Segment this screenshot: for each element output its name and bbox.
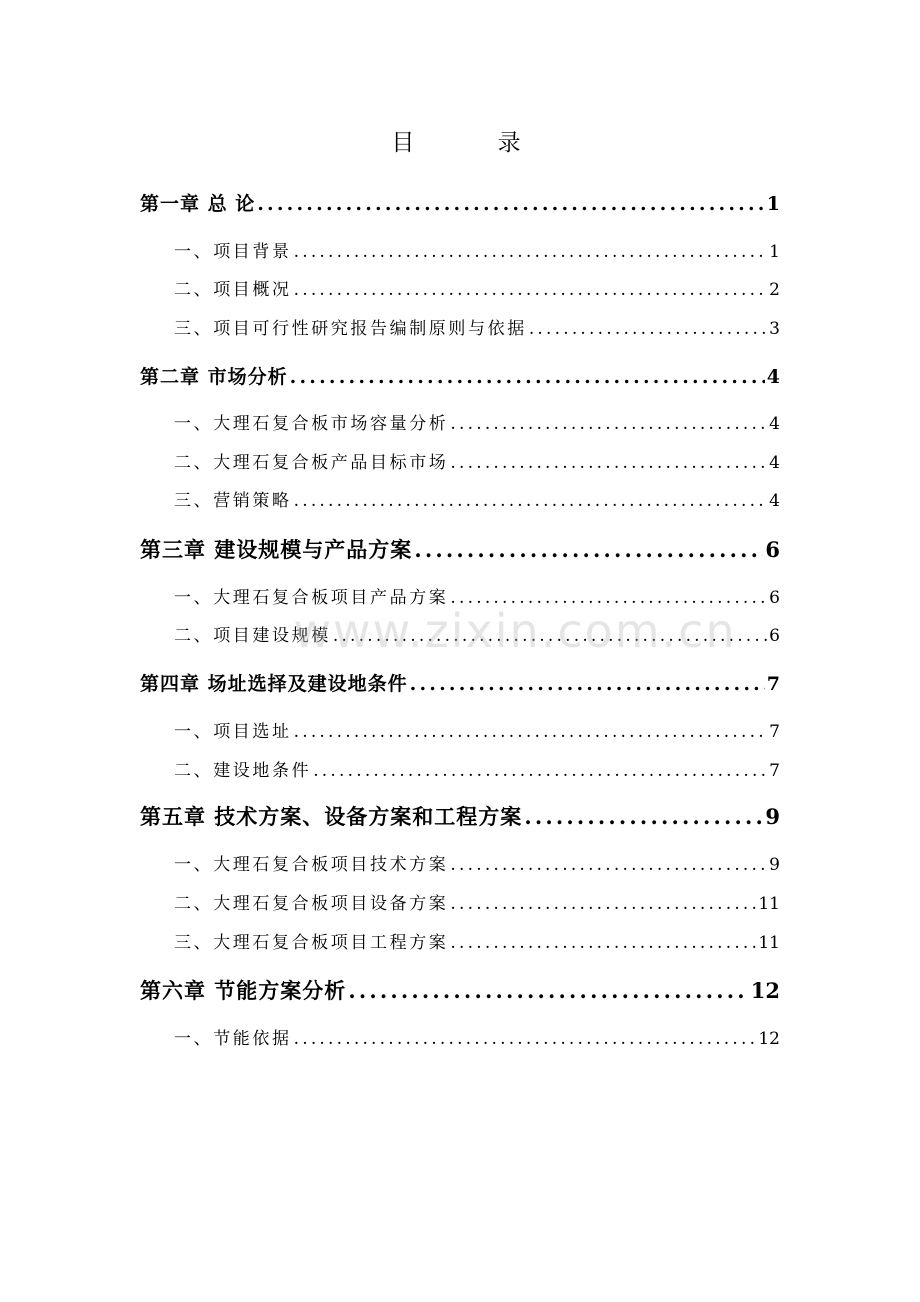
toc-entry-label: 三、大理石复合板项目工程方案 (174, 933, 449, 953)
toc-entry-label: 一、节能依据 (174, 1029, 292, 1049)
toc-entry-label: 一、大理石复合板项目技术方案 (174, 855, 449, 875)
toc-entry-label: 三、营销策略 (174, 491, 292, 511)
toc-page-number: 11 (758, 933, 780, 953)
toc-section-entry[interactable] (174, 1024, 780, 1049)
toc-page-number: 6 (769, 626, 780, 646)
dot-leader (257, 193, 765, 215)
toc-chapter-entry[interactable] (140, 362, 780, 389)
watermark: www.zixin.com.cn (293, 604, 737, 658)
toc-page-number: 1 (766, 193, 780, 215)
toc-entry-label: 第六章 节能方案分析 (140, 978, 347, 1003)
dot-leader (333, 626, 767, 646)
toc-page-number: 1 (769, 242, 780, 262)
toc-entry-label: 一、大理石复合板项目产品方案 (174, 588, 449, 608)
toc-entry-label: 二、大理石复合板项目设备方案 (174, 894, 449, 914)
dot-leader (529, 319, 767, 339)
toc-section-entry[interactable] (174, 889, 780, 914)
toc-section-entry[interactable] (174, 928, 780, 953)
dot-leader (313, 761, 767, 781)
toc-section-entry[interactable] (174, 850, 780, 875)
toc-section-entry[interactable] (174, 275, 780, 300)
toc-page-number: 4 (769, 491, 780, 511)
dot-leader (450, 855, 767, 875)
dot-leader (450, 588, 767, 608)
toc-page-number: 4 (766, 366, 780, 388)
toc-page-number: 2 (769, 280, 780, 300)
dot-leader (294, 491, 768, 511)
toc-entry-label: 一、项目背景 (174, 242, 292, 262)
toc-entry-label: 二、项目建设规模 (174, 626, 331, 646)
toc-chapter-entry[interactable] (140, 534, 780, 564)
toc-section-entry[interactable] (174, 409, 780, 434)
toc-entry-label: 第三章 建设规模与产品方案 (140, 537, 413, 562)
toc-entry-label: 第四章 场址选择及建设地条件 (140, 673, 408, 695)
toc-page-number: 6 (765, 537, 780, 562)
toc-section-entry[interactable] (174, 583, 780, 608)
dot-leader (450, 894, 756, 914)
toc-page-number: 7 (766, 673, 780, 695)
toc-section-entry[interactable] (174, 756, 780, 781)
toc-page-number: 12 (758, 1029, 780, 1049)
dot-leader (294, 722, 768, 742)
toc-entry-label: 第一章 总 论 (140, 193, 256, 215)
dot-leader (414, 537, 763, 562)
toc-page-number: 4 (769, 453, 780, 473)
toc-page-number: 11 (758, 894, 780, 914)
toc-entry-label: 一、项目选址 (174, 722, 292, 742)
toc-chapter-entry[interactable] (140, 189, 780, 216)
dot-leader (294, 242, 768, 262)
toc-page-number: 3 (769, 319, 780, 339)
dot-leader (410, 673, 765, 695)
toc-page-number: 7 (769, 722, 780, 742)
toc-entry-label: 一、大理石复合板市场容量分析 (174, 414, 449, 434)
toc-page-number: 4 (769, 414, 780, 434)
toc-entry-label: 第二章 市场分析 (140, 366, 288, 388)
dot-leader (348, 978, 748, 1003)
toc-entry-label: 第五章 技术方案、设备方案和工程方案 (140, 804, 523, 829)
dot-leader (450, 414, 767, 434)
toc-section-entry[interactable] (174, 621, 780, 646)
toc-entry-label: 三、项目可行性研究报告编制原则与依据 (174, 319, 527, 339)
toc-section-entry[interactable] (174, 448, 780, 473)
toc-entry-label: 二、大理石复合板产品目标市场 (174, 453, 449, 473)
toc-section-entry[interactable] (174, 486, 780, 511)
dot-leader (294, 280, 768, 300)
toc-entry-label: 二、建设地条件 (174, 761, 312, 781)
toc-chapter-entry[interactable] (140, 669, 780, 696)
dot-leader (524, 804, 763, 829)
dot-leader (290, 366, 765, 388)
toc-chapter-entry[interactable] (140, 801, 780, 831)
toc-entry-label: 二、项目概况 (174, 280, 292, 300)
toc-page-number: 9 (765, 804, 780, 829)
toc-page-number: 12 (750, 978, 780, 1003)
toc-page-number: 6 (769, 588, 780, 608)
dot-leader (450, 453, 767, 473)
dot-leader (294, 1029, 757, 1049)
toc-page-number: 9 (769, 855, 780, 875)
page-title: 目 录 (391, 130, 559, 156)
dot-leader (450, 933, 756, 953)
toc-chapter-entry[interactable] (140, 975, 780, 1005)
toc-page-number: 7 (769, 761, 780, 781)
toc-section-entry[interactable] (174, 314, 780, 339)
toc-section-entry[interactable] (174, 237, 780, 262)
toc-section-entry[interactable] (174, 717, 780, 742)
